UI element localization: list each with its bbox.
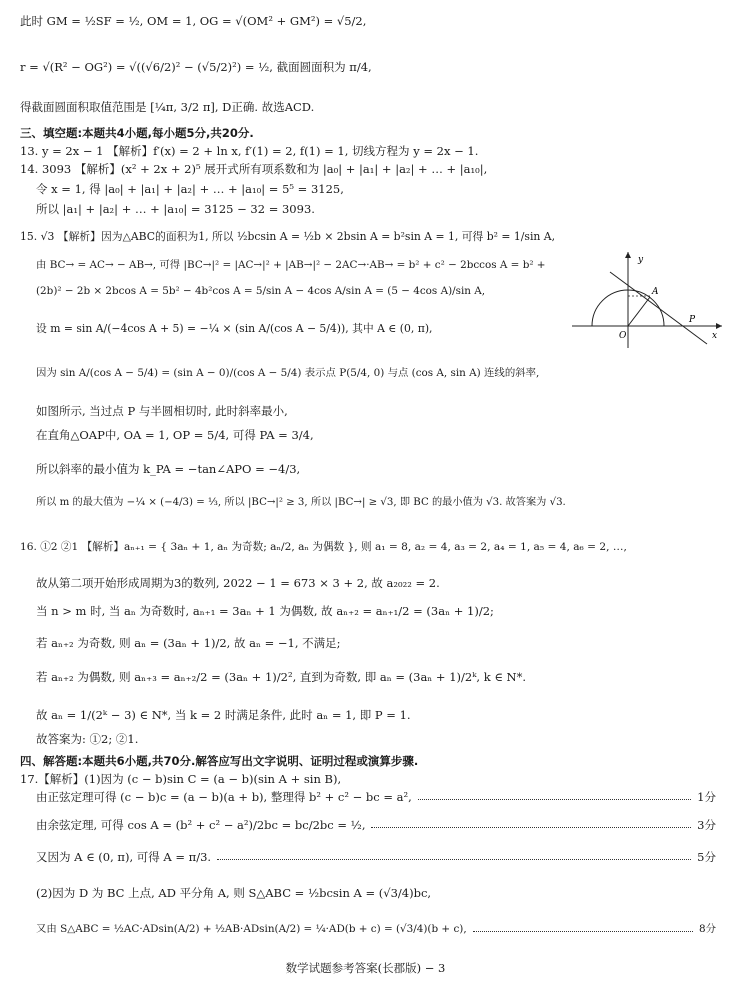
q17-step: 又因为 A ∈ (0, π), 可得 A = π/3. (36, 850, 212, 864)
leader-dots (371, 818, 691, 828)
q17-line: 17.【解析】(1)因为 (c − b)sin C = (a − b)(sin A + sin B), (20, 772, 342, 786)
axis-label-x: x (712, 331, 718, 341)
q17-scored-line (36, 818, 716, 832)
q16-line: 当 n > m 时, 当 aₙ 为奇数时, aₙ₊₁ = 3aₙ + 1 为偶数, 故 aₙ₊₂ = aₙ₊₁/2 = (3aₙ + 1)/2; (36, 604, 494, 618)
leader-dots (418, 790, 691, 800)
q17-scored-line (36, 790, 716, 804)
q16-line: 16. ①2 ②1 【解析】aₙ₊₁ = { 3aₙ + 1, aₙ 为奇数; aₙ/2, aₙ 为偶数 }, 则 a₁ = 8, a₂ = 4, a₃ = 2, a₄ = 1, a₅ = 4, a₆ = 2, …, (20, 541, 627, 553)
point-label-o: O (619, 331, 627, 341)
radius-oa (628, 297, 650, 326)
q16-line: 若 aₙ₊₂ 为奇数, 则 aₙ = (3aₙ + 1)/2, 故 aₙ = −1, 不满足; (36, 636, 341, 650)
q14-line: 14. 3093 【解析】(x² + 2x + 2)⁵ 展开式所有项系数和为 |a₀| + |a₁| + |a₂| + … + |a₁₀|, (20, 162, 488, 176)
q17-step: 由正弦定理可得 (c − b)c = (a − b)(a + b), 整理得 b² + c² − bc = a², (36, 790, 412, 804)
y-axis-arrow-icon (625, 252, 631, 258)
axis-label-y: y (638, 255, 644, 265)
q15-line: 由 BC→ = AC→ − AB→, 可得 |BC→|² = |AC→|² + |AB→|² − 2AC→·AB→ = b² + c² − 2bccos A = b² + (36, 259, 546, 271)
q15-line: 设 m = sin A/(−4cos A + 5) = −¼ × (sin A/(cos A − 5/4)), 其中 A ∈ (0, π), (36, 322, 433, 335)
leader-dots (473, 922, 693, 932)
q16-line: 若 aₙ₊₂ 为偶数, 则 aₙ₊₃ = aₙ₊₂/2 = (3aₙ + 1)/2², 直到为奇数, 即 aₙ = (3aₙ + 1)/2ᵏ, k ∈ N*. (36, 670, 526, 684)
q17-scored-line (36, 922, 716, 936)
q15-line: 所以斜率的最小值为 k_PA = −tan∠APO = −4/3, (36, 462, 301, 476)
section-heading-fill-in: 三、填空题:本题共4小题,每小题5分,共20分. (20, 126, 254, 140)
q15-line: (2b)² − 2b × 2bcos A = 5b² − 4b²cos A = 5/sin A − 4cos A/sin A = (5 − 4cos A)/sin A, (36, 285, 486, 297)
page-footer: 数学试题参考答案(长郡版) − 3 (285, 961, 446, 975)
point-label-a: A (652, 287, 659, 297)
q15-line: 因为 sin A/(cos A − 5/4) = (sin A − 0)/(cos A − 5/4) 表示点 P(5/4, 0) 与点 (cos A, sin A) 连线的斜率, (36, 367, 540, 379)
q13-answer: 13. y = 2x − 1 【解析】f′(x) = 2 + ln x, f′(1) = 2, f(1) = 1, 切线方程为 y = 2x − 1. (20, 144, 479, 158)
score-points: 1分 (697, 790, 716, 804)
q16-line: 故答案为: ①2; ②1. (36, 732, 139, 746)
q17-scored-line (36, 850, 716, 864)
q15-line: 在直角△OAP中, OA = 1, OP = 5/4, 可得 PA = 3/4, (36, 428, 314, 442)
section-heading-solutions: 四、解答题:本题共6小题,共70分.解答应写出文字说明、证明过程或演算步骤. (20, 754, 419, 768)
score-points: 8分 (698, 923, 716, 935)
text-line: 此时 GM = ½SF = ½, OM = 1, OG = √(OM² + GM²) = √5/2, (20, 14, 367, 28)
q17-step: 又由 S△ABC = ½AC·ADsin(A/2) + ½AB·ADsin(A/2) = ¼·AD(b + c) = (√3/4)(b + c), (36, 923, 467, 935)
q17-step: 由余弦定理, 可得 cos A = (b² + c² − a²)/2bc = bc/2bc = ½, (36, 818, 366, 832)
text-line: 得截面圆面积取值范围是 [¼π, 3/2 π], D正确. 故选ACD. (20, 100, 315, 114)
q15-line: 如图所示, 当过点 P 与半圆相切时, 此时斜率最小, (36, 404, 288, 418)
semicircle-tangent-figure (572, 250, 722, 350)
q17-line: (2)因为 D 为 BC 上点, AD 平分角 A, 则 S△ABC = ½bcsin A = (√3/4)bc, (36, 886, 432, 900)
q15-line: 15. √3 【解析】因为△ABC的面积为1, 所以 ½bcsin A = ½b × 2bsin A = b²sin A = 1, 可得 b² = 1/sin A, (20, 230, 556, 243)
score-points: 3分 (697, 818, 716, 832)
text-line: r = √(R² − OG²) = √((√6/2)² − (√5/2)²) = ½, 截面圆面积为 π/4, (20, 60, 372, 74)
x-axis-arrow-icon (716, 323, 722, 329)
point-label-p: P (689, 315, 696, 325)
leader-dots (217, 850, 691, 860)
q15-line: 所以 m 的最大值为 −¼ × (−4/3) = ⅓, 所以 |BC→|² ≥ 3, 所以 |BC→| ≥ √3, 即 BC 的最小值为 √3. 故答案为 √3. (36, 497, 566, 508)
q14-line: 令 x = 1, 得 |a₀| + |a₁| + |a₂| + … + |a₁₀| = 5⁵ = 3125, (36, 182, 344, 196)
q14-line: 所以 |a₁| + |a₂| + … + |a₁₀| = 3125 − 32 = 3093. (36, 202, 315, 216)
score-points: 5分 (697, 850, 716, 864)
q16-line: 故 aₙ = 1/(2ᵏ − 3) ∈ N*, 当 k = 2 时满足条件, 此时 aₙ = 1, 即 P = 1. (36, 708, 411, 722)
q16-line: 故从第二项开始形成周期为3的数列, 2022 − 1 = 673 × 3 + 2, 故 a₂₀₂₂ = 2. (36, 576, 440, 590)
